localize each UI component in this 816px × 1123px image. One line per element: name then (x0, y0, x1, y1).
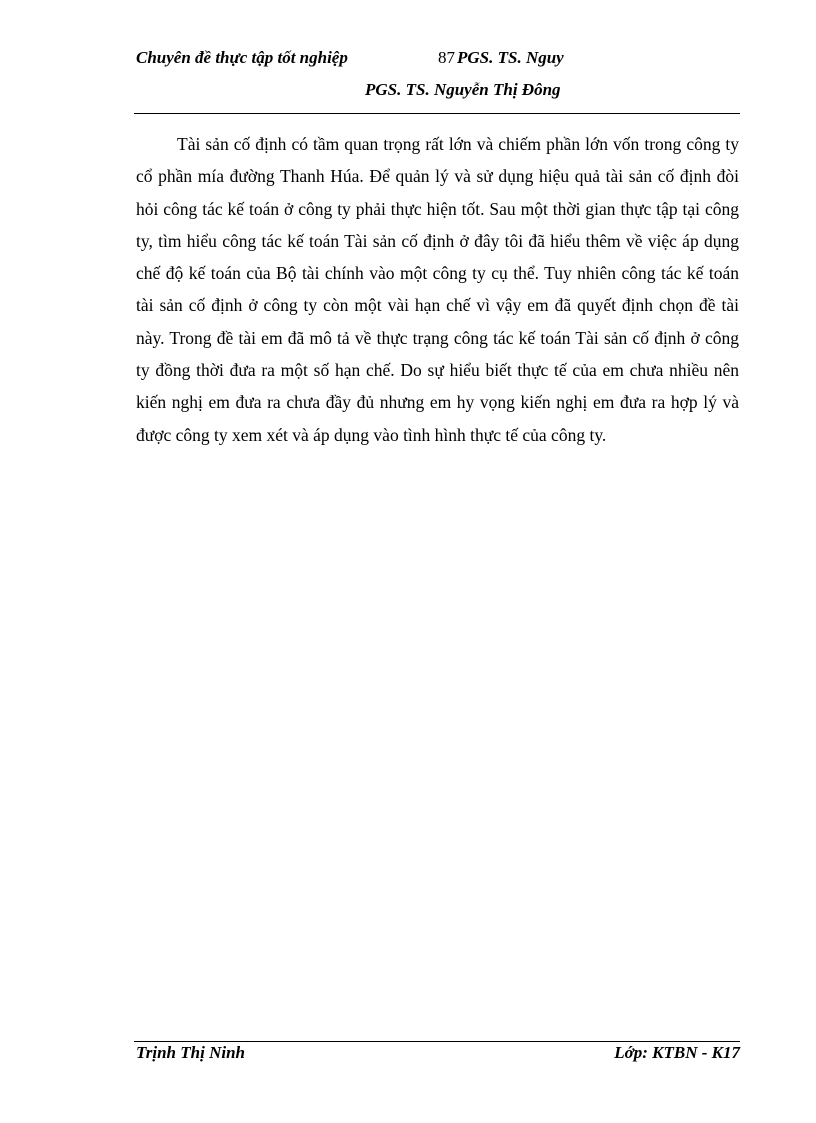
header-supervisor-truncated: PGS. TS. Nguy (457, 48, 564, 67)
header-supervisor: PGS. TS. Nguyễn Thị Đông (365, 80, 561, 99)
page-number: 87 (438, 48, 455, 67)
body-paragraph: Tài sản cố định có tầm quan trọng rất lớn và chiếm phần lớn vốn trong công ty cổ phần mía đường Thanh Húa. Để quản lý và sử dụng hiệu quả tài sản cố định đòi hỏi công tác kế toán ở công ty phải thực hiện tốt. Sau một thời gian thực tập tại công ty, tìm hiểu công tác kế toán Tài sản cố định ở đây tôi đã hiểu thêm về việc áp dụng chế độ kế toán của Bộ tài chính vào một công ty cụ thể. Tuy nhiên công tác kế toán tài sản cố định ở công ty còn một vài hạn chế vì vậy em đã quyết định chọn đề tài này. Trong đề tài em đã mô tả về thực trạng công tác kế toán Tài sản cố định ở công ty đồng thời đưa ra một số hạn chế. Do sự hiểu biết thực tế của em chưa nhiều nên kiến nghị em đưa ra chưa đầy đủ nhưng em hy vọng kiến nghị em đưa ra hợp lý và được công ty xem xét và áp dụng vào tình hình thực tế của công ty. (136, 134, 739, 445)
page-header (136, 48, 756, 72)
header-divider (134, 113, 740, 114)
footer-author: Trịnh Thị Ninh (136, 1043, 245, 1062)
footer-divider (134, 1041, 740, 1042)
footer-class: Lớp: KTBN - K17 (614, 1043, 740, 1062)
header-title: Chuyên đề thực tập tốt nghiệp (136, 48, 348, 67)
